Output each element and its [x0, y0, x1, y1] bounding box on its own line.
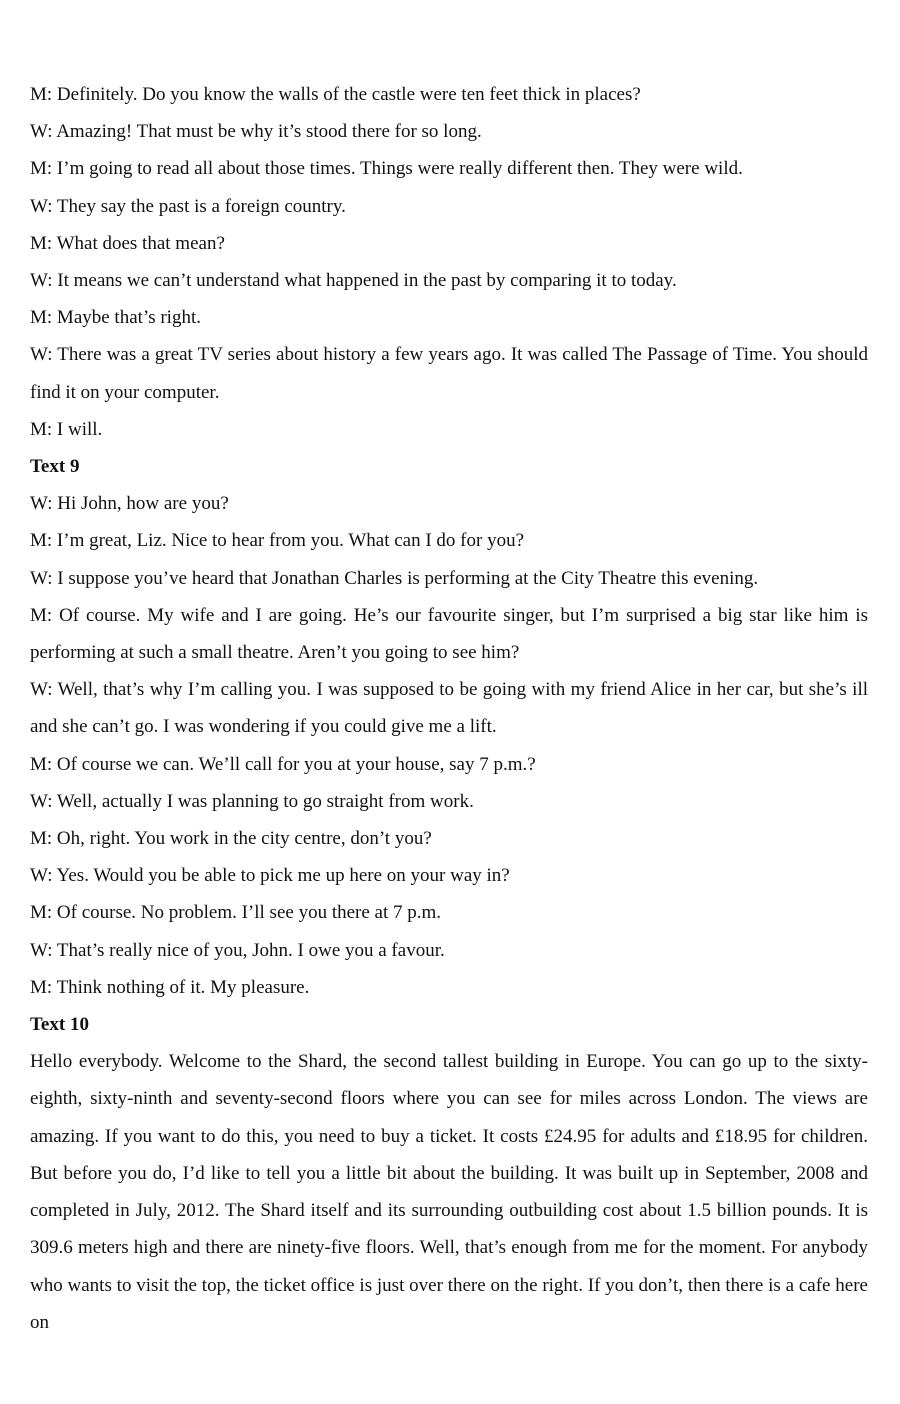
dialogue-line: M: Oh, right. You work in the city centre, don’t you? — [30, 828, 432, 850]
dialogue-line: M: Of course we can. We’ll call for you at your house, say 7 p.m.? — [30, 753, 536, 775]
dialogue-line: W: That’s really nice of you, John. I owe you a favour. — [30, 939, 445, 961]
dialogue-line: M: Maybe that’s right. — [30, 307, 201, 329]
dialogue-line: M: I’m great, Liz. Nice to hear from you. What can I do for you? — [30, 530, 524, 552]
dialogue-line: M: Definitely. Do you know the walls of the castle were ten feet thick in places? — [30, 84, 641, 105]
dialogue-line: M: Think nothing of it. My pleasure. — [30, 976, 310, 998]
dialogue-line: M: I’m going to read all about those times. Things were really different then. They were wild. — [30, 158, 743, 180]
dialogue-line: W: I suppose you’ve heard that Jonathan Charles is performing at the City Theatre this evening. — [30, 567, 759, 589]
dialogue-line: W: Hi John, how are you? — [30, 493, 229, 515]
text-10-heading: Text 10 — [30, 1014, 89, 1036]
dialogue-line: M: I will. — [30, 418, 103, 440]
monologue-paragraph: Hello everybody. Welcome to the Shard, the second tallest building in Europe. You can go up to the sixty-eighth, sixty-ninth and seventy-second floors where you can see for miles across London. The views are amazing. If you want to do this, you need to buy a ticket. It costs £24.95 for adults and £18.95 for children. But before you do, I’d like to tell you a little bit about the building. It was built up in September, 2008 and completed in July, 2012. The Shard itself and its surrounding outbuilding cost about 1.5 billion pounds. It is 309.6 meters high and there are ninety-five floors. Well, that’s enough from me for the moment. For anybody who wants to visit the top, the ticket office is just over there on the right. If you don’t, then there is a cafe here on — [30, 1051, 868, 1333]
text-9-heading: Text 9 — [30, 456, 80, 478]
dialogue-line: W: There was a great TV series about history a few years ago. It was called The Passage of Time. You should find it on your computer. — [30, 344, 868, 403]
dialogue-line: W: They say the past is a foreign country. — [30, 195, 346, 217]
dialogue-line: M: Of course. No problem. I’ll see you there at 7 p.m. — [30, 902, 442, 924]
dialogue-line: W: Well, that’s why I’m calling you. I was supposed to be going with my friend Alice in her car, but she’s ill and she can’t go. I was wondering if you could give me a lift. — [30, 679, 868, 738]
dialogue-line: W: Yes. Would you be able to pick me up here on your way in? — [30, 865, 510, 887]
document-page — [30, 76, 868, 1341]
dialogue-line: M: What does that mean? — [30, 232, 225, 254]
dialogue-line: W: It means we can’t understand what happened in the past by comparing it to today. — [30, 270, 677, 292]
dialogue-line: M: Of course. My wife and I are going. He’s our favourite singer, but I’m surprised a big star like him is performing at such a small theatre. Aren’t you going to see him? — [30, 604, 868, 664]
dialogue-line: W: Well, actually I was planning to go straight from work. — [30, 790, 474, 812]
dialogue-line: W: Amazing! That must be why it’s stood there for so long. — [30, 121, 482, 143]
